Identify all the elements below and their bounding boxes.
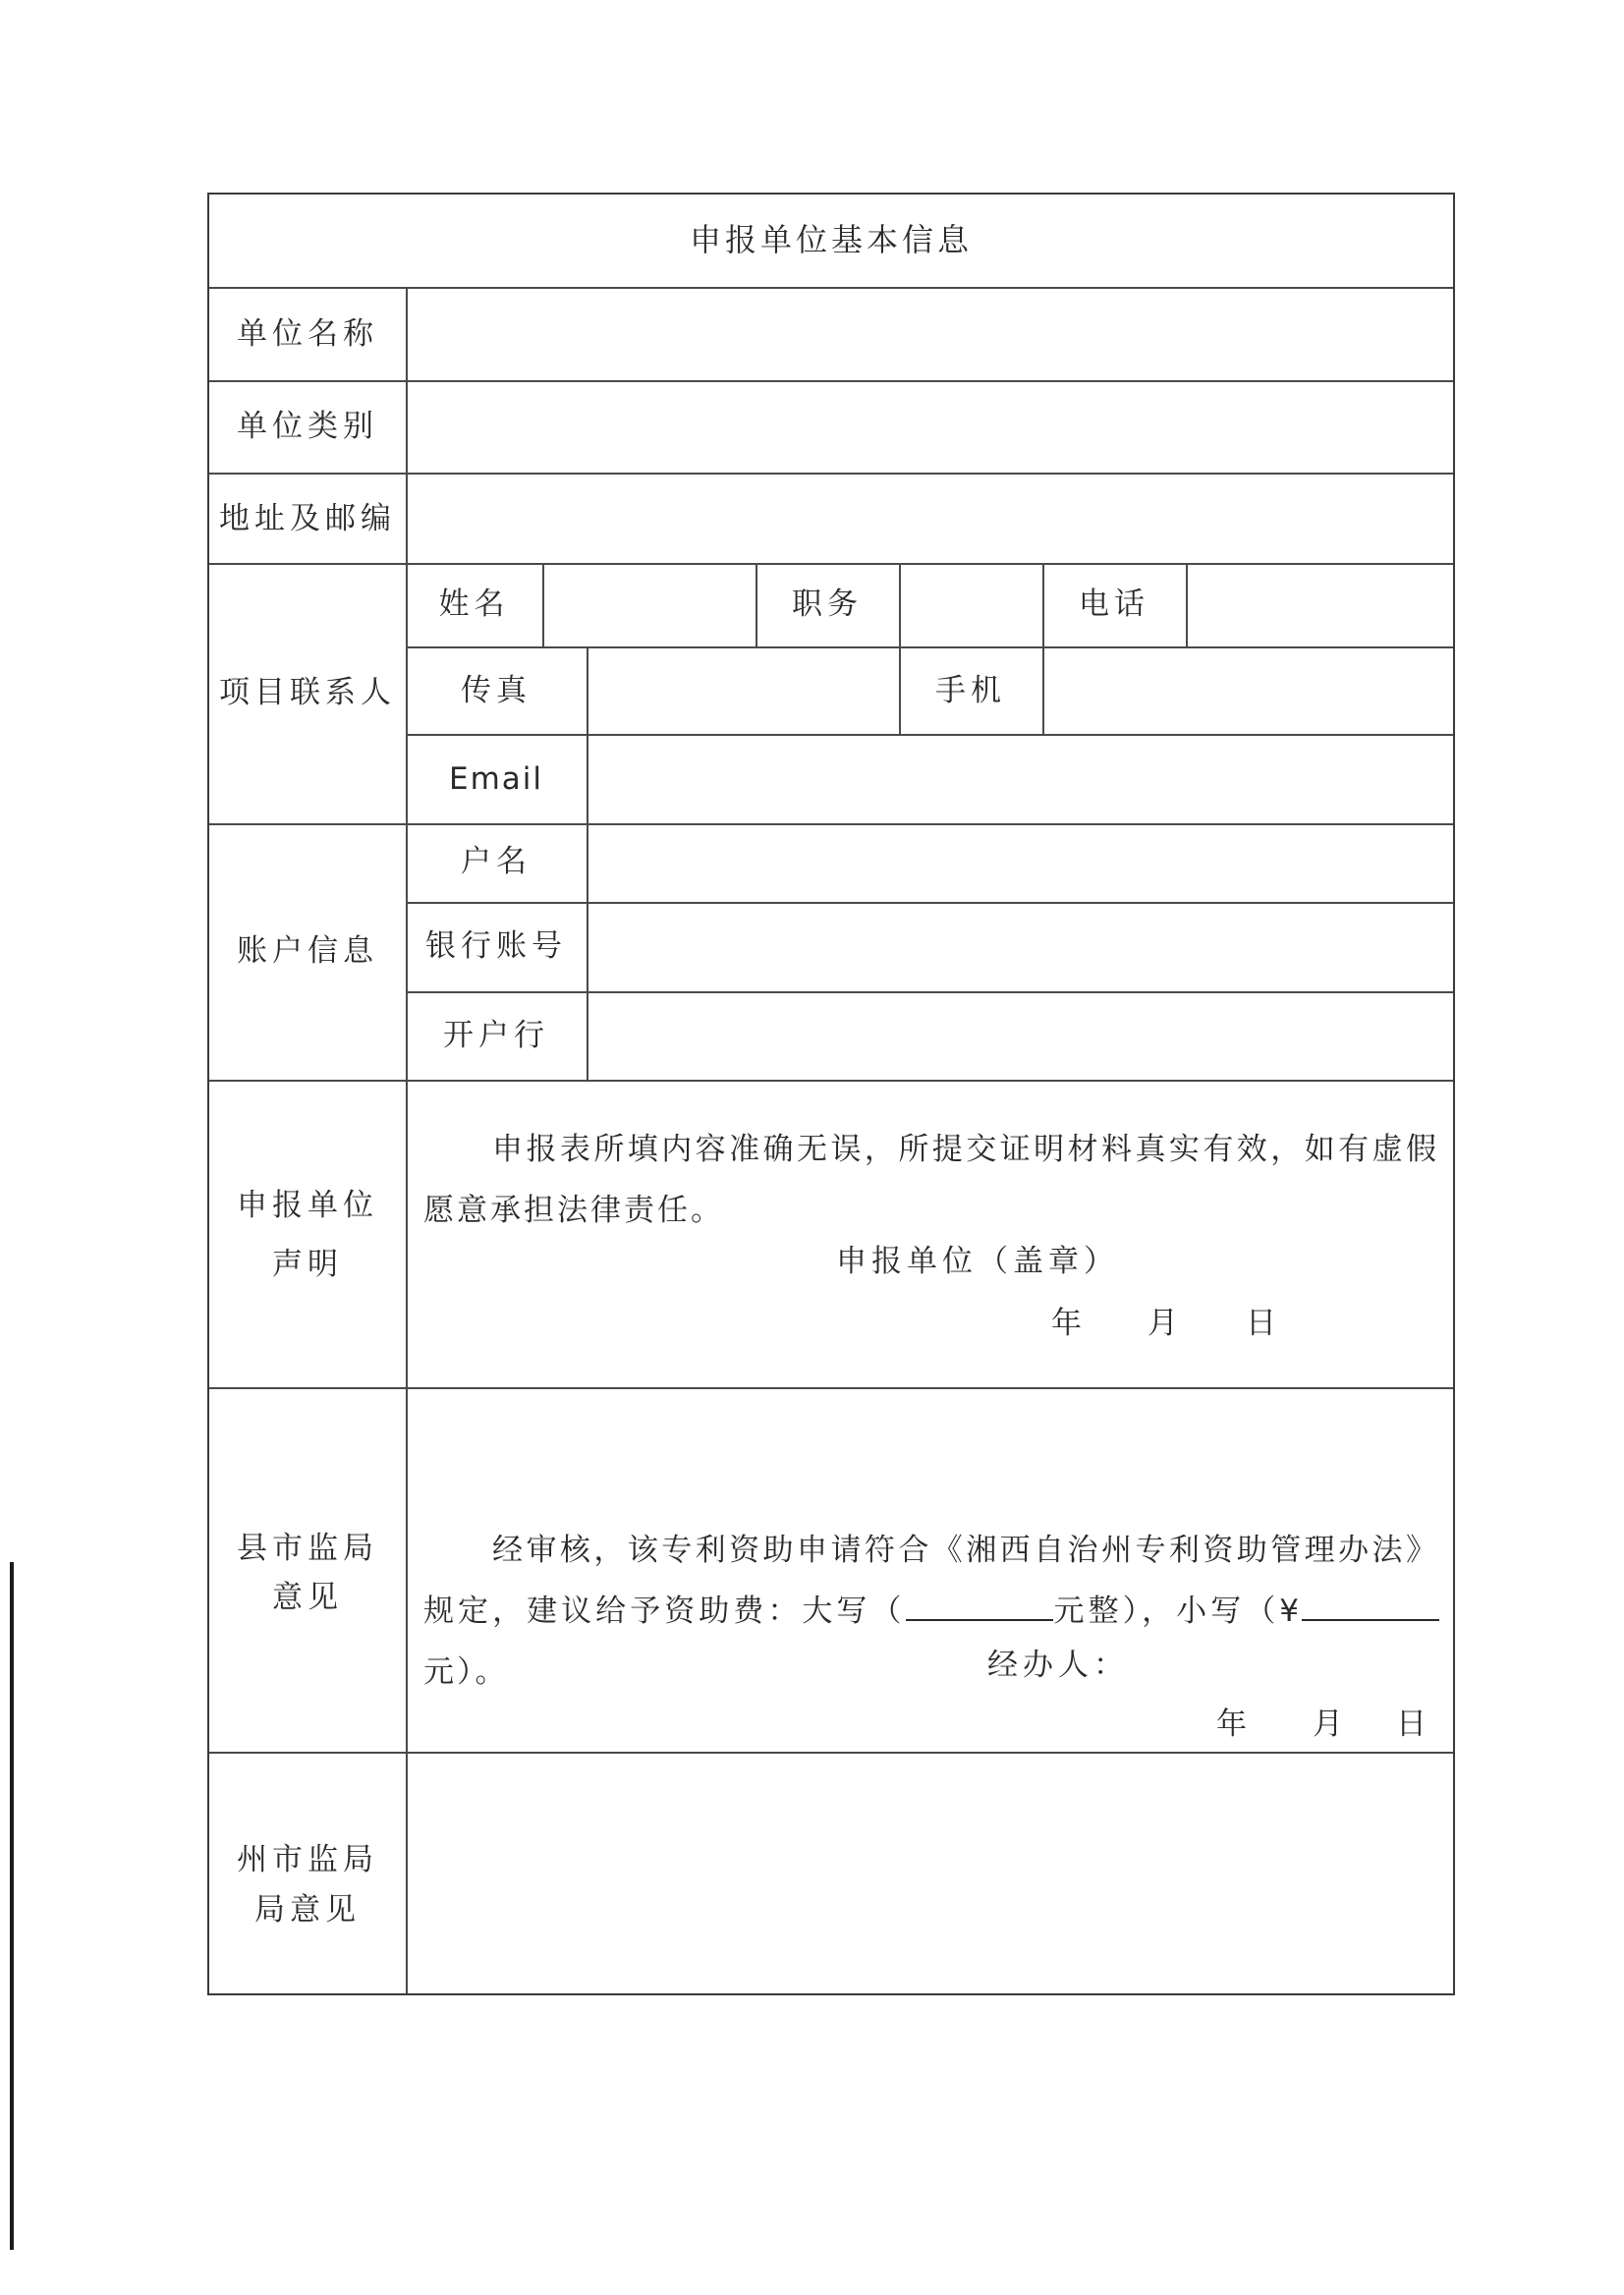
county-opinion-text-part1: 经审核，该专利资助申请符合《湘西自治州专利资助管理办法》规定，建议给予资助费：大写（ (423, 1533, 1439, 1629)
account-label: 账户信息 (237, 933, 378, 969)
contact-fax-label: 传真 (461, 673, 532, 708)
declaration-month: 月 (1148, 1306, 1183, 1341)
account-bank-field[interactable] (588, 993, 1453, 1080)
application-form-table (207, 193, 1455, 1995)
contact-label: 项目联系人 (219, 675, 396, 710)
form-title: 申报单位基本信息 (689, 221, 973, 258)
county-opinion-text (423, 1520, 1439, 1703)
contact-mobile-field[interactable] (1044, 648, 1453, 734)
declaration-text: 申报表所填内容准确无误，所提交证明材料真实有效，如有虚假愿意承担法律责任。 (423, 1132, 1439, 1228)
amount-uppercase-blank[interactable] (906, 1595, 1053, 1621)
account-holder-field[interactable] (588, 825, 1453, 902)
account-holder-label: 户名 (461, 844, 532, 879)
prefecture-opinion-label-line2: 局意见 (254, 1892, 361, 1928)
account-number-field[interactable] (588, 904, 1453, 991)
contact-email-label: Email (448, 761, 543, 797)
declaration-label-line1: 申报单位 (237, 1188, 378, 1223)
unit-name-label: 单位名称 (237, 316, 378, 352)
prefecture-opinion-field[interactable] (408, 1754, 1453, 1993)
county-opinion-handler: 经办人： (987, 1648, 1129, 1683)
address-field[interactable] (408, 475, 1453, 563)
declaration-seal: 申报单位（盖章） (836, 1244, 1119, 1279)
contact-name-label: 姓名 (438, 587, 510, 622)
unit-type-field[interactable] (408, 382, 1453, 473)
contact-fax-field[interactable] (588, 648, 899, 734)
account-bank-label: 开户行 (443, 1018, 549, 1053)
county-opinion-month: 月 (1313, 1707, 1348, 1742)
county-opinion-text-part3: 元）。 (423, 1654, 509, 1690)
amount-lowercase-blank[interactable] (1302, 1595, 1439, 1621)
county-opinion-text-part2: 元整），小写（¥ (1052, 1594, 1303, 1629)
contact-position-field[interactable] (901, 565, 1042, 646)
prefecture-opinion-label-line1: 州市监局 (237, 1842, 378, 1877)
row-divider (209, 1387, 1453, 1389)
scan-edge-mark (10, 1562, 14, 2250)
county-opinion-day: 日 (1396, 1707, 1431, 1742)
county-opinion-label-line1: 县市监局 (237, 1531, 378, 1566)
declaration-year: 年 (1051, 1306, 1087, 1341)
account-number-label: 银行账号 (425, 928, 567, 964)
unit-name-field[interactable] (408, 289, 1453, 380)
declaration-label-line2: 声明 (272, 1247, 343, 1282)
contact-position-label: 职务 (792, 587, 863, 622)
county-opinion-label-line2: 意见 (272, 1580, 343, 1615)
declaration-day: 日 (1246, 1306, 1281, 1341)
row-divider (209, 1080, 1453, 1082)
county-opinion-year: 年 (1216, 1707, 1252, 1742)
contact-phone-field[interactable] (1188, 565, 1453, 646)
contact-name-field[interactable] (544, 565, 756, 646)
contact-mobile-label: 手机 (935, 673, 1006, 708)
contact-email-field[interactable] (588, 736, 1453, 823)
address-label: 地址及邮编 (219, 501, 396, 536)
unit-type-label: 单位类别 (237, 409, 378, 444)
contact-phone-label: 电话 (1079, 587, 1149, 622)
